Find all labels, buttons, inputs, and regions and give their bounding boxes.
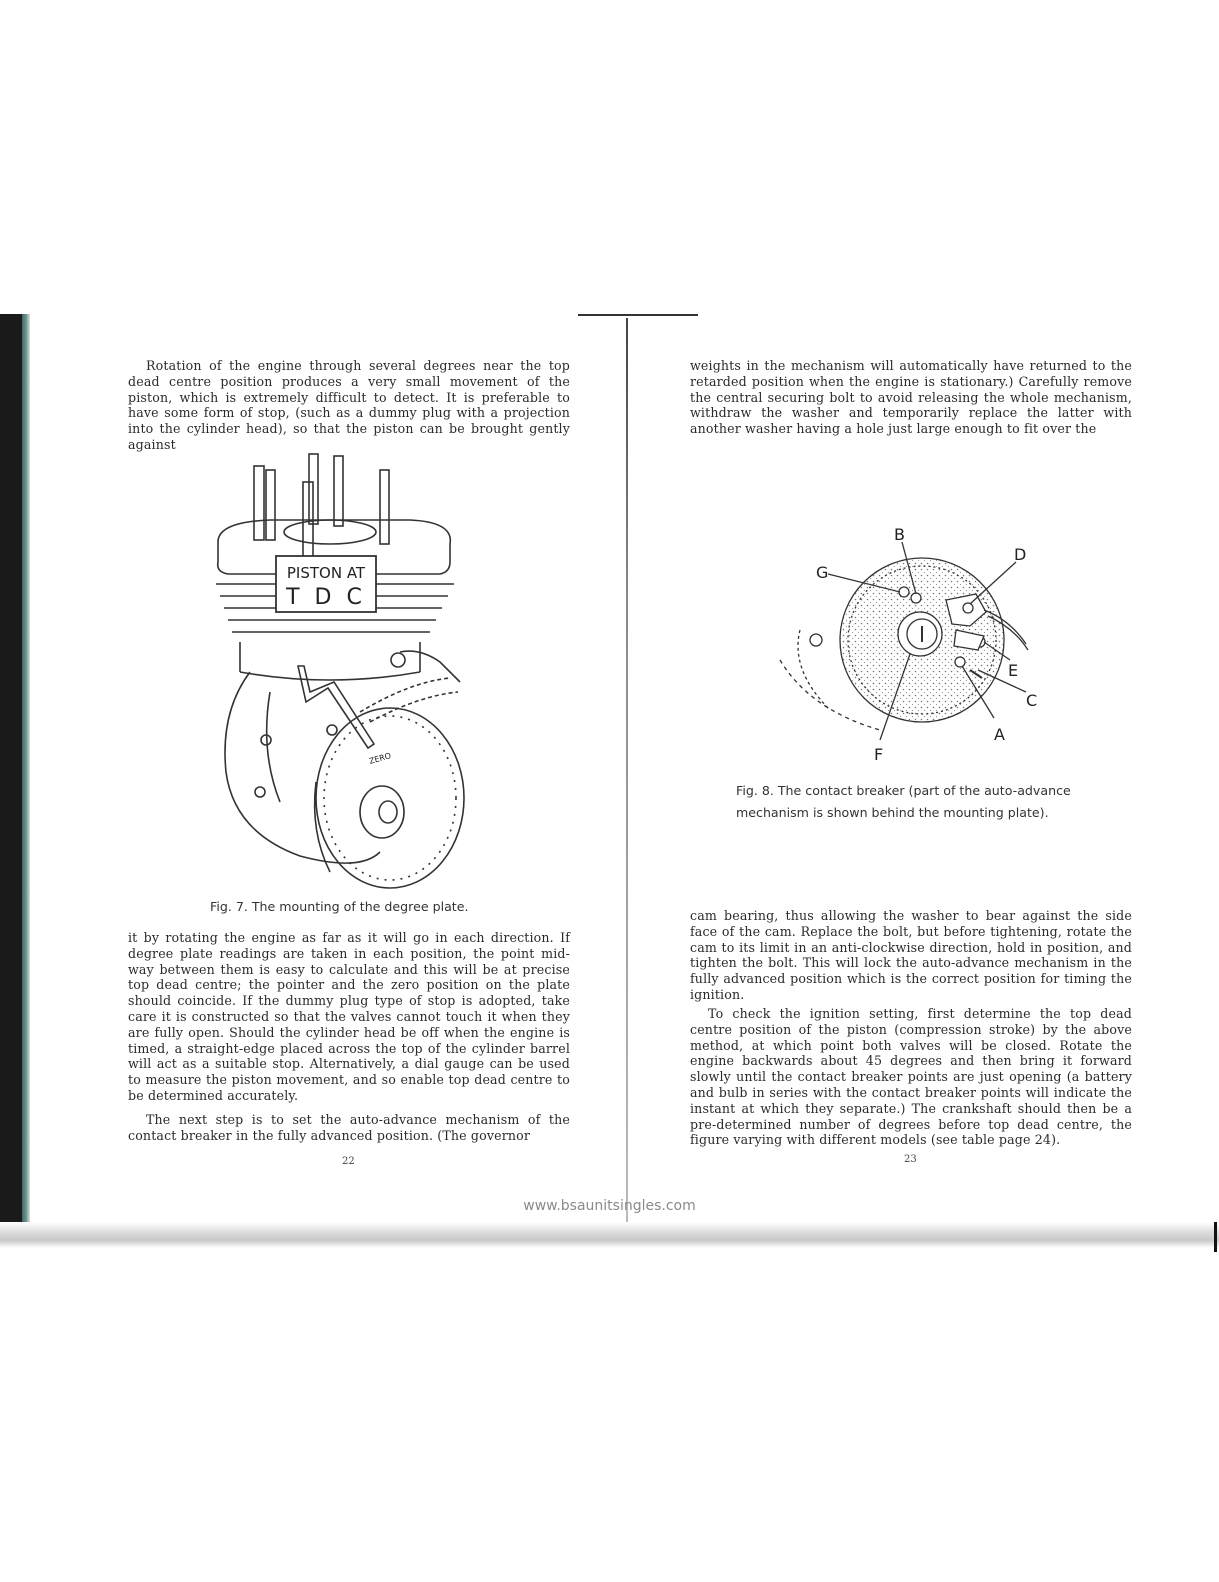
- left-paragraph-2: [128, 930, 570, 1104]
- cylinder-stud: [334, 456, 343, 526]
- crankcase-bolt: [327, 725, 337, 735]
- label-d: D: [1014, 545, 1027, 564]
- degree-plate-nut: [379, 801, 397, 823]
- label-f: F: [874, 745, 884, 764]
- cylinder-stud: [380, 470, 389, 544]
- tdc-label: T D C: [286, 585, 366, 610]
- label-c: C: [1026, 691, 1038, 710]
- right-para-1-text: weights in the mechanism will automatically have returned to the retarded position when the engine is stationary.) Carefully remove the central securing bolt to avoid releasing the whole mechanism, withdraw the washer and temporarily replace the latter with another washer having a hole just large enough to fit over the: [690, 358, 1132, 437]
- right-para-3-text: To check the ignition setting, first determine the top dead centre position of the piston (compression stroke) by the above method, at which point both valves will be closed. Rotate the engine backwards about 45 degrees and then bring it forward slowly until the contact breaker points are just opening (a battery and bulb in series with the contact breaker points will indicate the instant at which they separate.) The crankshaft should then be a pre-determined number of degrees before top dead centre, the figure varying with different models (see table page 24).: [690, 1006, 1132, 1148]
- book-spine-edge: [0, 314, 30, 1238]
- page-right-edge: [1214, 1222, 1217, 1252]
- figure-8-caption-line-2: mechanism is shown behind the mounting plate).: [736, 805, 1049, 820]
- gutter-top-line: [578, 314, 698, 316]
- left-para-2-text: it by rotating the engine as far as it will go in each direction. If degree plate readings are taken in each position, the point mid-way between them is easy to calculate and this will be at precise top dead centre; the pointer and the zero position on the plate should coincide. If the dummy plug type of stop is adopted, take care it is constructed so that the valves cannot touch it when they are fully open. Should the cylinder head be off when the engine is timed, a straight-edge placed across the top of the cylinder barrel will act as a suitable stop. Alternatively, a dial gauge can be used to measure the piston movement, and so enable top dead centre to be determined accurately.: [128, 930, 570, 1103]
- screw-b: [911, 593, 921, 603]
- left-para-1-text: Rotation of the engine through several degrees near the top dead centre position produces a very small movement of the piston, which is extremely difficult to detect. It is preferable to have some form of stop, (such as a dummy plug with a projection into the cylinder head), so that the piston can be brought gently against: [128, 358, 570, 452]
- crankcase-top: [400, 651, 460, 682]
- figure-7-caption: Fig. 7. The mounting of the degree plate.: [210, 899, 469, 914]
- screw-g: [899, 587, 909, 597]
- degree-plate-graduations: [324, 716, 456, 880]
- figure-8-caption: [736, 780, 1116, 824]
- cylinder-stud: [254, 466, 264, 540]
- screw-a: [955, 657, 965, 667]
- cylinder-head-dome: [284, 520, 376, 544]
- left-para-3-text: The next step is to set the auto-advance mechanism of the contact breaker in the fully advanced position. (The governor: [128, 1112, 570, 1143]
- label-g: G: [816, 563, 829, 582]
- figure-7-engine-degree-plate: [210, 452, 500, 890]
- figure-8-contact-breaker: [770, 520, 1070, 772]
- cylinder-stud: [266, 470, 275, 540]
- left-paragraph-3: [128, 1112, 570, 1144]
- crankcase-detail: [267, 692, 280, 802]
- label-a: A: [994, 725, 1005, 744]
- drive-chain: [360, 678, 458, 722]
- degree-plate-disc: [316, 708, 464, 888]
- label-b: B: [894, 525, 905, 544]
- right-paragraph-1: [690, 358, 1132, 437]
- piston-at-label: PISTON AT: [286, 564, 366, 582]
- right-paragraph-2: [690, 908, 1132, 1003]
- cylinder-barrel: [240, 642, 420, 680]
- housing-screw: [810, 634, 822, 646]
- degree-plate-edge: [315, 782, 330, 872]
- right-paragraph-3: [690, 1006, 1132, 1148]
- crankcase-bolt: [255, 787, 265, 797]
- crankcase-outline: [225, 672, 380, 863]
- right-para-2-text: cam bearing, thus allowing the washer to bear against the side face of the cam. Replace the bolt, but before tightening, rotate the cam to its limit in an anti-clockwise direction, hold in position, and tighten the bolt. This will lock the auto-advance mechanism in the fully advanced position which is the correct position for timing the ignition.: [690, 908, 1132, 1002]
- page-number-22: 22: [342, 1156, 355, 1167]
- label-e: E: [1008, 661, 1019, 680]
- page-gutter: [626, 318, 628, 1226]
- page-bottom-shadow: [0, 1222, 1219, 1248]
- page-number-23: 23: [904, 1154, 917, 1165]
- zero-plate-label: ZERO: [368, 751, 393, 766]
- crankcase-bolt: [391, 653, 405, 667]
- figure-8-caption-line-1: Fig. 8. The contact breaker (part of the auto-advance: [736, 783, 1071, 798]
- left-paragraph-1: [128, 358, 570, 453]
- watermark-url: www.bsaunitsingles.com: [523, 1198, 696, 1214]
